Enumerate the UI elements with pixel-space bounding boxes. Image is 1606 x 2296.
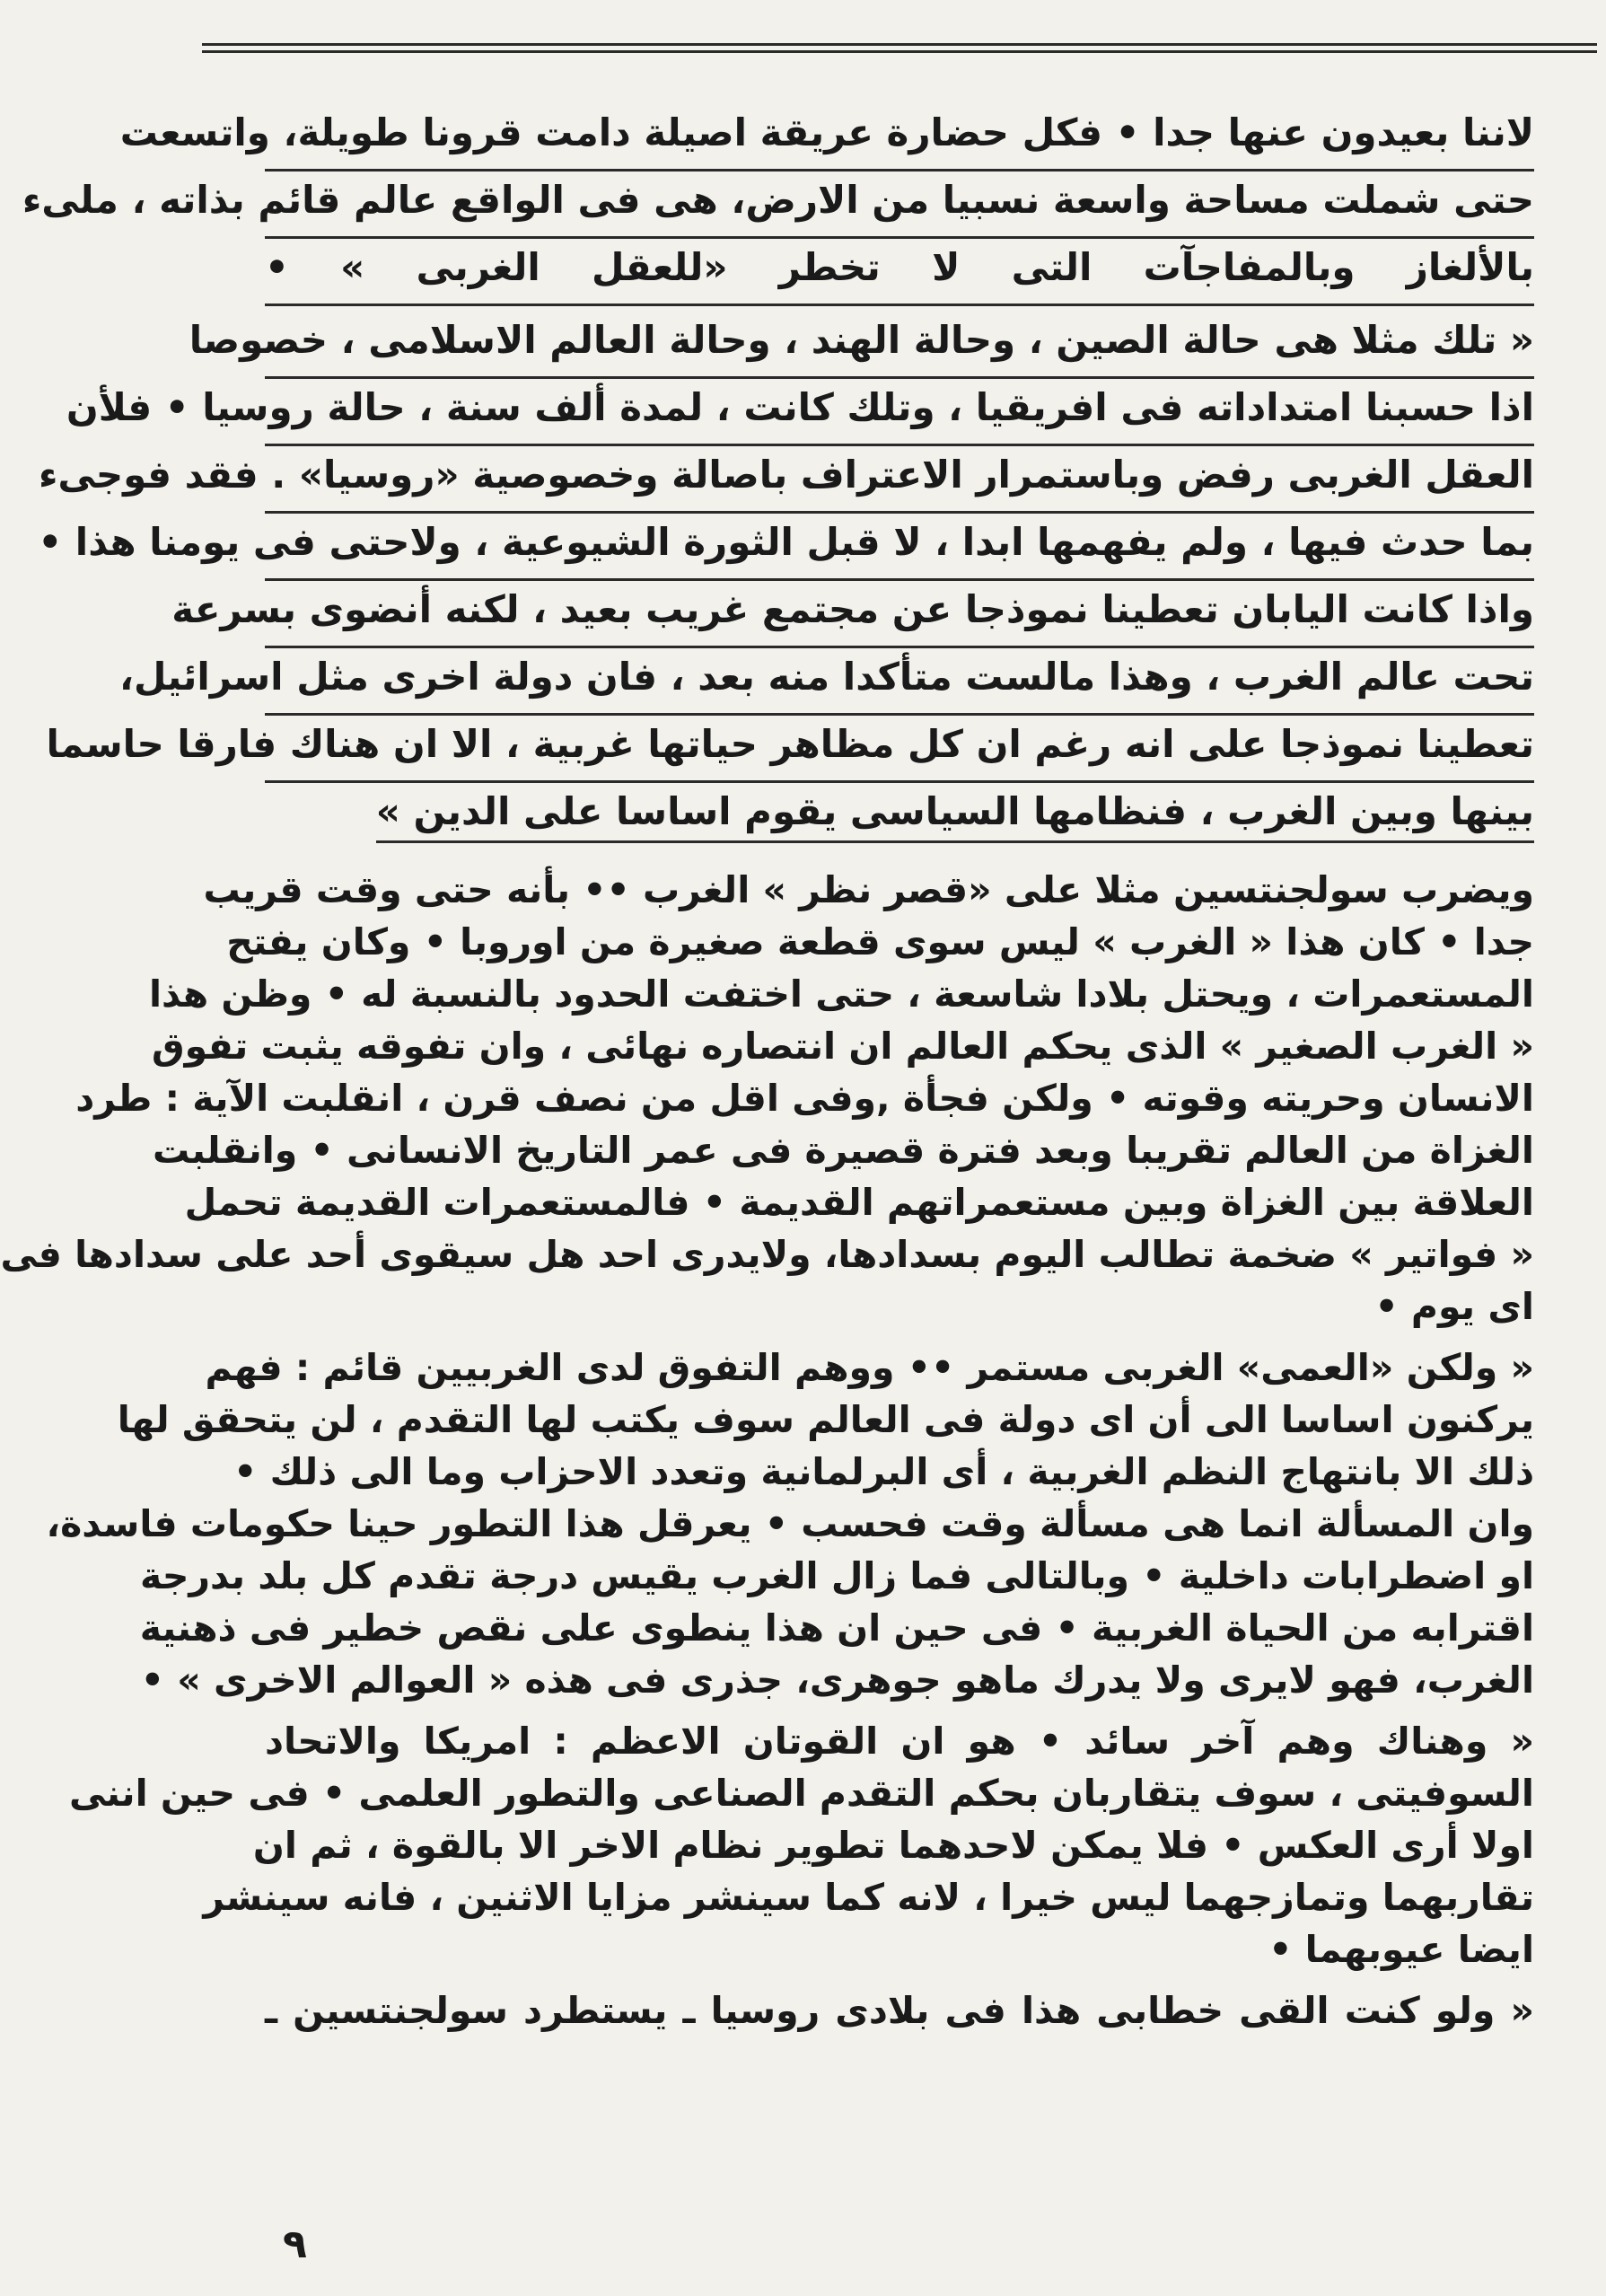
spacer — [265, 1333, 1534, 1342]
spacer — [265, 1706, 1534, 1715]
text-line: اولا أرى العكس • فلا يمكن لاحدهما تطوير نظام الاخر الا بالقوة ، ثم ان — [252, 1824, 1534, 1867]
text-line: الانسان وحريته وقوته • ولكن فجأة ,وفى اقل من نصف قرن ، انقلبت الآية : طرد — [75, 1077, 1534, 1120]
text-line: السوفيتى ، سوف يتقاربان بحكم التقدم الصناعى والتطور العلمى • فى حين اننى — [68, 1772, 1534, 1815]
paragraph-2 — [46, 1342, 1534, 1706]
spacer — [265, 848, 1534, 864]
text-line: ايضا عيوبهما • — [1268, 1928, 1534, 1971]
top-rules — [202, 43, 1597, 57]
text-line: وان المسألة انما هى مسألة وقت فحسب • يعرقل هذا التطور حينا حكومات فاسدة، — [46, 1502, 1534, 1545]
text-line: « ولو كنت القى خطابى هذا فى بلادى روسيا ـ يستطرد سولجنتسين ـ — [265, 1989, 1534, 2032]
paragraph-4 — [265, 1984, 1534, 2036]
text-line — [265, 783, 1534, 848]
paragraph-3 — [68, 1715, 1534, 1975]
text-line: بما حدث فيها ، ولم يفهمها ابدا ، لا قبل الثورة الشيوعية ، ولاحتى فى يومنا هذا • — [265, 514, 1534, 581]
spacer — [265, 1975, 1534, 1984]
text-line: او اضطرابات داخلية • وبالتالى فما زال الغرب يقيس درجة تقدم كل بلد بدرجة — [139, 1554, 1534, 1597]
text-line: جدا • كان هذا « الغرب » ليس سوى قطعة صغيرة من اوروبا • وكان يفتح — [226, 920, 1534, 963]
text-line: لاننا بعيدون عنها جدا • فكل حضارة عريقة اصيلة دامت قرونا طويلة، واتسعت — [265, 104, 1534, 172]
text-line: العقل الغربى رفض وباستمرار الاعتراف باصالة وخصوصية «روسيا» . فقد فوجىء — [265, 446, 1534, 514]
top-rule-line — [202, 50, 1597, 53]
quote-block-1 — [22, 104, 1534, 306]
text-line: واذا كانت اليابان تعطينا نموذجا عن مجتمع غريب بعيد ، لكنه أنضوى بسرعة — [265, 581, 1534, 648]
text-line: الغرب، فهو لايرى ولا يدرك ماهو جوهرى، جذرى فى هذه « العوالم الاخرى » • — [140, 1658, 1534, 1702]
text-line: تقاربهما وتمازجهما ليس خيرا ، لانه كما سينشر مزايا الاثنين ، فانه سينشر — [203, 1876, 1534, 1919]
underlined-text: بينها وبين الغرب ، فنظامها السياسى يقوم اساسا على الدين » — [376, 787, 1534, 843]
text-line: « الغرب الصغير » الذى يحكم العالم ان انتصاره نهائى ، وان تفوقه يثبت تفوق — [151, 1025, 1534, 1068]
text-line: اقترابه من الحياة الغربية • فى حين ان هذا ينطوى على نقص خطير فى ذهنية — [139, 1606, 1534, 1649]
quote-block-2 — [38, 312, 1534, 848]
text-line: يركنون اساسا الى أن اى دولة فى العالم سوف يكتب لها التقدم ، لن يتحقق لها — [117, 1398, 1534, 1441]
text-line: « فواتير » ضخمة تطالب اليوم بسدادها، ولايدرى احد هل سيقوى أحد على سدادها فى — [0, 1233, 1534, 1276]
paragraph-1 — [0, 864, 1534, 1333]
text-line: تحت عالم الغرب ، وهذا مالست متأكدا منه بعد ، فان دولة اخرى مثل اسرائيل، — [265, 648, 1534, 716]
text-line: العلاقة بين الغزاة وبين مستعمراتهم القديمة • فالمستعمرات القديمة تحمل — [184, 1181, 1534, 1224]
text-line: الغزاة من العالم تقريبا وبعد فترة قصيرة فى عمر التاريخ الانسانى • وانقلبت — [152, 1129, 1534, 1172]
page-number: ٩ — [283, 2221, 307, 2267]
text-line: تعطينا نموذجا على انه رغم ان كل مظاهر حياتها غربية ، الا ان هناك فارقا حاسما — [265, 716, 1534, 783]
text-line: اى يوم • — [1374, 1285, 1534, 1328]
text-line: « وهناك وهم آخر سائد • هو ان القوتان الاعظم : امريكا والاتحاد — [265, 1720, 1534, 1763]
text-line: المستعمرات ، ويحتل بلادا شاسعة ، حتى اختفت الحدود بالنسبة له • وظن هذا — [148, 972, 1534, 1016]
page-text — [0, 99, 1534, 2036]
text-line: اذا حسبنا امتداداته فى افريقيا ، وتلك كانت ، لمدة ألف سنة ، حالة روسيا • فلأن — [265, 379, 1534, 446]
text-line: « ولكن «العمى» الغربى مستمر •• ووهم التفوق لدى الغربيين قائم : فهم — [205, 1346, 1534, 1389]
text-line: ذلك الا بانتهاج النظم الغربية ، أى البرلمانية وتعدد الاحزاب وما الى ذلك • — [233, 1450, 1534, 1493]
text-line: « تلك مثلا هى حالة الصين ، وحالة الهند ، وحالة العالم الاسلامى ، خصوصا — [265, 312, 1534, 379]
top-rule-line — [202, 43, 1597, 46]
text-line: ويضرب سولجنتسين مثلا على «قصر نظر » الغرب •• بأنه حتى وقت قريب — [203, 868, 1534, 911]
text-line: بالألغاز وبالمفاجآت التى لا تخطر «للعقل الغربى » • — [265, 239, 1534, 306]
text-line: حتى شملت مساحة واسعة نسبيا من الارض، هى فى الواقع عالم قائم بذاته ، ملىء — [265, 172, 1534, 239]
